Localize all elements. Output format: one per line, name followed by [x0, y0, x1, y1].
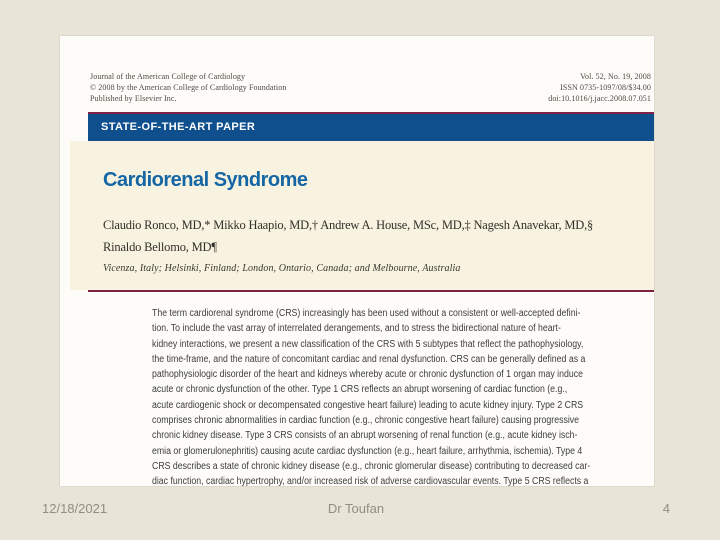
abstract-line: acute cardiogenic shock or decompensated congestive heart failure) leading to acute kidney injury. Type 2 CRS: [152, 399, 584, 411]
journal-paper-scan: [60, 36, 654, 486]
journal-doi: doi:10.1016/j.jacc.2008.07.051: [548, 94, 651, 103]
author-line: Rinaldo Bellomo, MD¶: [103, 240, 217, 254]
abstract-line: kidney interactions, we present a new classification of the CRS with 5 subtypes that reflect the pathophysiology,: [152, 338, 584, 350]
journal-name: Journal of the American College of Cardiology: [90, 72, 246, 81]
article-type-banner: [88, 114, 654, 141]
presenter-name: Dr Toufan: [327, 501, 385, 516]
abstract-line: diac function, cardiac hypertrophy, and/or increased risk of adverse cardiovascular events. Type 5 CRS reflects a: [152, 476, 589, 486]
journal-header-left: [90, 71, 286, 104]
journal-header-right: [548, 71, 651, 104]
author-list: [103, 214, 593, 258]
abstract-text: [152, 306, 619, 486]
abstract-line: CRS describes a state of chronic kidney disease (e.g., chronic glomerular disease) contributing to decreased car-: [152, 460, 591, 472]
abstract-line: the time-frame, and the nature of concomitant cardiac and renal dysfunction. CRS can be generally defined as a: [152, 353, 586, 365]
slide-date: 12/18/2021: [42, 501, 108, 516]
abstract-line: emia or glomerulonephritis) causing acute cardiac dysfunction (e.g., heart failure, arrhythmia, ischemia). Type 4: [152, 445, 583, 457]
abstract-line: chronic kidney disease. Type 3 CRS consists of an abrupt worsening of renal function (e.g., acute kidney isch-: [152, 430, 578, 442]
slide-footer: [42, 501, 670, 521]
abstract-line: acute or chronic dysfunction of the other. Type 1 CRS reflects an abrupt worsening of cardiac function (e.g.,: [152, 384, 568, 396]
journal-publisher: Published by Elsevier Inc.: [90, 94, 177, 103]
affiliations-line: Vicenza, Italy; Helsinki, Finland; London, Ontario, Canada; and Melbourne, Australia: [103, 263, 461, 274]
slide-page-number: 4: [662, 501, 670, 516]
article-type-label: STATE-OF-THE-ART PAPER: [101, 121, 256, 133]
title-block: [70, 141, 654, 290]
abstract-line: tion. To include the vast array of interrelated derangements, and to stress the bidirectional nature of heart-: [152, 323, 561, 335]
journal-copyright: © 2008 by the American College of Cardiology Foundation: [90, 83, 287, 92]
journal-volume: Vol. 52, No. 19, 2008: [580, 72, 651, 81]
article-title: Cardiorenal Syndrome: [103, 169, 308, 191]
abstract-line: comprises chronic abnormalities in cardiac function (e.g., chronic congestive heart failure) causing progressive: [152, 415, 580, 427]
author-line: Claudio Ronco, MD,* Mikko Haapio, MD,† Andrew A. House, MSc, MD,‡ Nagesh Anavekar, MD,§: [103, 218, 594, 232]
bottom-maroon-rule: [88, 290, 654, 292]
abstract-line: pathophysiologic disorder of the heart and kidneys whereby acute or chronic dysfunction of 1 organ may induce: [152, 369, 583, 381]
abstract-line: The term cardiorenal syndrome (CRS) increasingly has been used without a consistent or well-accepted defini-: [152, 308, 581, 319]
journal-issn: ISSN 0735-1097/08/$34.00: [560, 83, 651, 92]
